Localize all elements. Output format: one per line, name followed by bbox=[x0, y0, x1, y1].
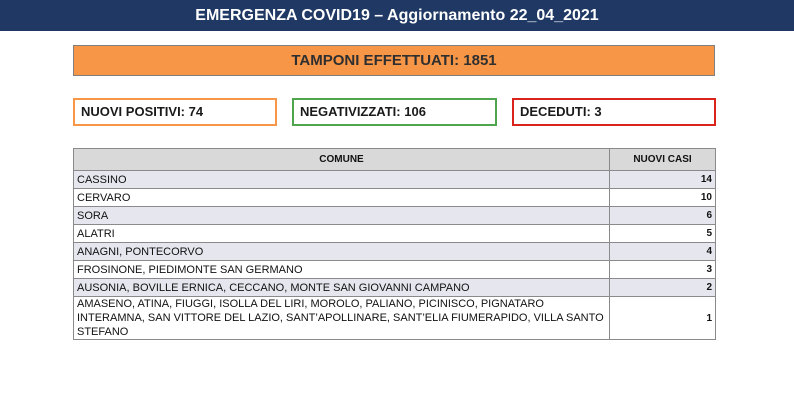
comune-cell: CASSINO bbox=[74, 171, 610, 189]
column-header-comune: COMUNE bbox=[74, 149, 610, 171]
table-row bbox=[74, 279, 716, 297]
casi-cell: 5 bbox=[610, 225, 716, 243]
casi-cell: 4 bbox=[610, 243, 716, 261]
comune-cell: CERVARO bbox=[74, 189, 610, 207]
nuovi-positivi-box: NUOVI POSITIVI: 74 bbox=[73, 98, 277, 126]
comune-cell: SORA bbox=[74, 207, 610, 225]
comune-cell: ALATRI bbox=[74, 225, 610, 243]
table-row bbox=[74, 189, 716, 207]
tamponi-banner: TAMPONI EFFETTUATI: 1851 bbox=[73, 45, 715, 76]
table-row bbox=[74, 171, 716, 189]
casi-cell: 10 bbox=[610, 189, 716, 207]
negativizzati-box: NEGATIVIZZATI: 106 bbox=[292, 98, 497, 126]
casi-cell: 3 bbox=[610, 261, 716, 279]
table-row bbox=[74, 243, 716, 261]
deceduti-box: DECEDUTI: 3 bbox=[512, 98, 716, 126]
cases-table bbox=[73, 148, 716, 340]
table-row bbox=[74, 297, 716, 340]
table-row bbox=[74, 207, 716, 225]
table-row bbox=[74, 225, 716, 243]
table-header-row bbox=[74, 149, 716, 171]
table-row bbox=[74, 261, 716, 279]
casi-cell: 2 bbox=[610, 279, 716, 297]
page-header: EMERGENZA COVID19 – Aggiornamento 22_04_2021 bbox=[0, 0, 794, 31]
comune-cell: ANAGNI, PONTECORVO bbox=[74, 243, 610, 261]
casi-cell: 1 bbox=[610, 297, 716, 340]
comune-cell: AUSONIA, BOVILLE ERNICA, CECCANO, MONTE SAN GIOVANNI CAMPANO bbox=[74, 279, 610, 297]
comune-cell: AMASENO, ATINA, FIUGGI, ISOLLA DEL LIRI, MOROLO, PALIANO, PICINISCO, PIGNATARO INTERAMNA, SAN VITTORE DEL LAZIO, SANT’APOLLINARE, SANT’ELIA FIUMERAPIDO, VILLA SANTO STEFANO bbox=[74, 297, 610, 340]
casi-cell: 6 bbox=[610, 207, 716, 225]
comune-cell: FROSINONE, PIEDIMONTE SAN GERMANO bbox=[74, 261, 610, 279]
column-header-nuovi-casi: NUOVI CASI bbox=[610, 149, 716, 171]
casi-cell: 14 bbox=[610, 171, 716, 189]
